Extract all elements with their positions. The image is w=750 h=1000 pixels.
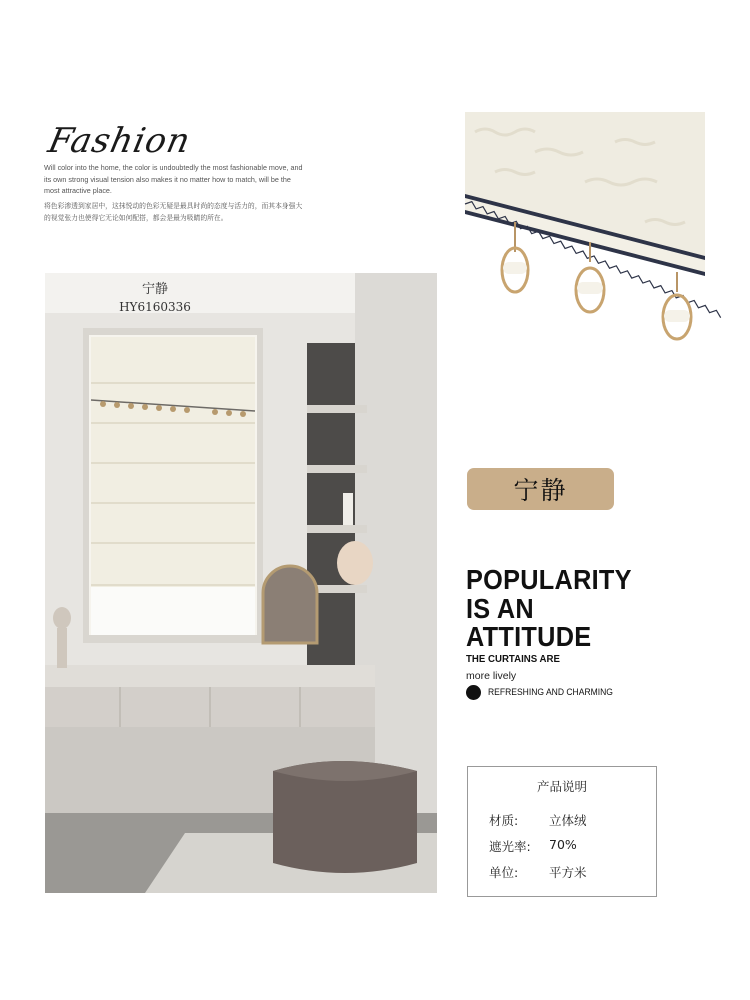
spec-key: 遮光率: xyxy=(489,839,531,854)
fabric-closeup-illustration xyxy=(465,112,705,347)
slogan-bullet xyxy=(466,685,627,700)
fashion-script-text: Fashion xyxy=(44,121,195,161)
room-illustration xyxy=(45,273,437,893)
fabric-closeup xyxy=(465,112,705,347)
room-photo xyxy=(45,273,437,893)
spec-row-material xyxy=(489,811,587,829)
bullet-dot-icon xyxy=(466,685,481,700)
product-code: HY6160336 xyxy=(119,300,191,314)
product-name: 宁静 xyxy=(141,282,168,297)
slogan-headline xyxy=(466,566,714,652)
bullet-text: REFRESHING AND CHARMING xyxy=(488,687,613,698)
spec-row-blackout xyxy=(489,837,577,855)
intro-english: Will color into the home, the color is undoubtedly the most fashionable move, and its own strong visual tension also makes it no matter how to match, will be the most attractive place. xyxy=(44,163,303,195)
slogan-line: ATTITUDE xyxy=(466,621,592,653)
product-name-badge: 宁静 xyxy=(467,468,614,510)
spec-title: 产品说明 xyxy=(536,779,587,794)
slogan-subhead: THE CURTAINS ARE xyxy=(466,653,560,665)
slogan-line: POPULARITY xyxy=(466,564,632,595)
spec-row-unit xyxy=(489,863,587,881)
spec-value: 立体绒 xyxy=(549,813,587,828)
product-label xyxy=(45,281,265,315)
spec-value: 平方米 xyxy=(549,865,587,880)
spec-box xyxy=(467,766,657,897)
intro-chinese: 将色彩渗透到家居中，这抹悦动的色彩无疑是最具时尚的态度与活力的，而其本身强大的视觉张力也使得它无论如何配搭，都会是最为吸睛的所在。 xyxy=(44,202,303,222)
spec-value: 70% xyxy=(549,837,577,852)
slogan-line: IS AN xyxy=(466,592,534,624)
spec-key: 材质: xyxy=(489,813,519,828)
spec-key: 单位: xyxy=(489,865,519,880)
slogan-subline: more lively xyxy=(466,670,517,682)
